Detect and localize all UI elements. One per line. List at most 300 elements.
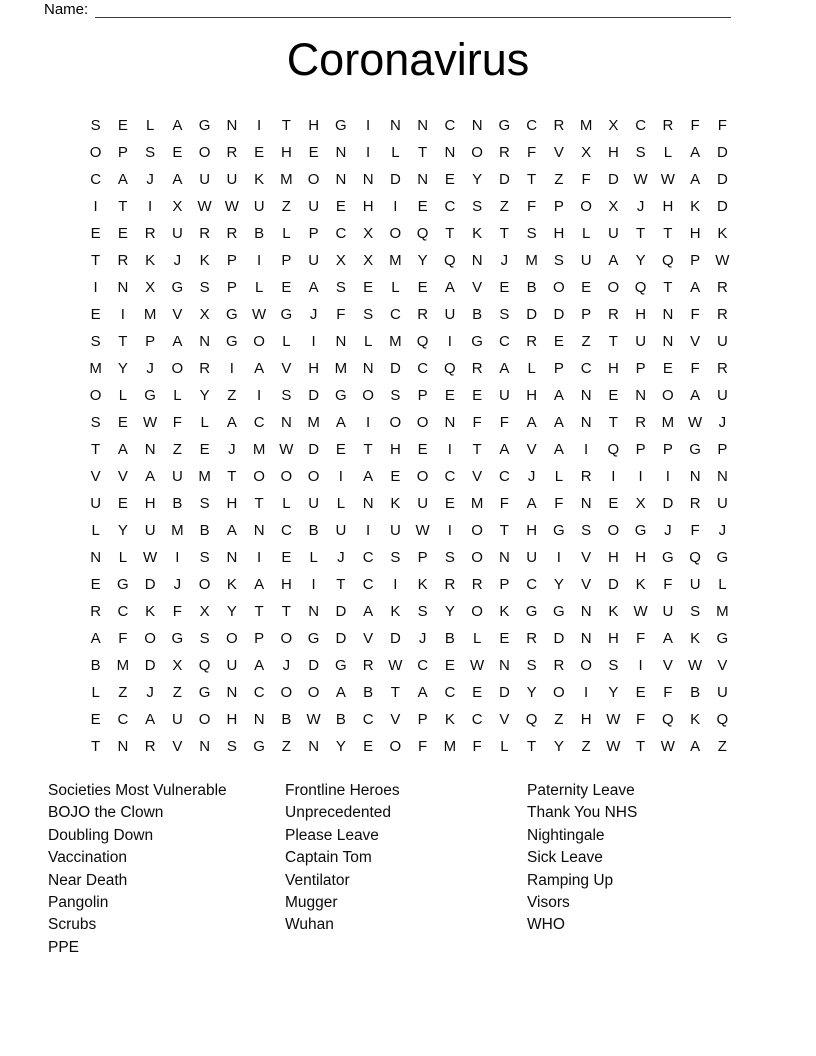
grid-letter: D <box>498 684 510 702</box>
grid-letter: F <box>472 738 482 756</box>
grid-letter: T <box>227 468 237 486</box>
grid-letter: S <box>90 414 101 432</box>
grid-letter: P <box>635 360 646 378</box>
grid-letter: G <box>226 333 238 351</box>
grid-letter: J <box>282 657 291 675</box>
grid-letter: I <box>120 306 125 324</box>
grid-letter: I <box>584 441 589 459</box>
grid-letter: K <box>145 603 156 621</box>
grid-letter: G <box>471 333 483 351</box>
word-item: Ramping Up <box>527 871 614 889</box>
grid-letter: G <box>171 630 184 648</box>
grid-letter: Y <box>526 684 537 702</box>
grid-letter: R <box>144 738 156 756</box>
grid-letter: I <box>611 468 616 486</box>
grid-letter: E <box>254 144 265 162</box>
grid-letter: E <box>363 279 374 297</box>
grid-letter: I <box>665 468 670 486</box>
grid-letter: K <box>717 225 728 243</box>
word-list-column-1 <box>48 780 227 959</box>
grid-letter: L <box>118 549 128 567</box>
grid-letter: T <box>472 441 482 459</box>
grid-letter: I <box>257 387 262 405</box>
grid-letter: N <box>226 549 238 567</box>
grid-letter: W <box>279 441 294 459</box>
grid-letter: C <box>444 468 456 486</box>
grid-letter: H <box>226 495 238 513</box>
grid-letter: Q <box>198 657 211 675</box>
grid-letter: F <box>663 576 673 594</box>
grid-letter: U <box>308 198 320 216</box>
grid-letter: Q <box>444 360 456 378</box>
grid-letter: U <box>144 522 156 540</box>
grid-letter: F <box>554 495 564 513</box>
grid-letter: L <box>309 549 318 567</box>
grid-letter: O <box>198 144 211 162</box>
grid-letter: N <box>471 117 483 134</box>
grid-letter: M <box>171 522 184 540</box>
grid-letter: S <box>363 306 374 324</box>
grid-letter: D <box>553 630 565 648</box>
grid-letter: Z <box>227 387 237 405</box>
grid-letter: I <box>638 657 643 675</box>
grid-letter: M <box>89 360 102 378</box>
grid-letter: G <box>553 522 565 540</box>
grid-letter: L <box>118 387 128 405</box>
grid-letter: G <box>307 630 320 648</box>
grid-letter: M <box>198 468 211 486</box>
grid-letter: E <box>608 387 619 405</box>
grid-letter: V <box>581 576 592 594</box>
word-item: Please Leave <box>285 826 379 844</box>
grid-letter: N <box>199 333 211 351</box>
grid-letter: A <box>90 630 101 648</box>
word-item: Visors <box>527 894 570 912</box>
grid-letter: U <box>226 657 238 675</box>
grid-letter: S <box>581 522 592 540</box>
grid-letter: G <box>226 306 238 324</box>
grid-letter: T <box>608 414 618 432</box>
grid-letter: D <box>389 360 401 378</box>
grid-letter: F <box>336 306 346 324</box>
grid-letter: S <box>90 117 101 134</box>
grid-letter: T <box>91 738 101 756</box>
grid-letter: K <box>690 630 701 648</box>
grid-letter: B <box>199 522 210 540</box>
word-item: Ventilator <box>285 871 350 889</box>
grid-letter: R <box>90 603 102 621</box>
grid-letter: S <box>526 225 537 243</box>
grid-letter: O <box>471 144 483 162</box>
grid-letter: Y <box>226 603 237 621</box>
grid-letter: G <box>716 630 729 648</box>
grid-letter: U <box>635 333 647 351</box>
grid-letter: Q <box>416 225 429 243</box>
grid-letter: T <box>608 333 618 351</box>
grid-letter: G <box>662 549 674 567</box>
grid-letter: W <box>688 657 703 675</box>
grid-letter: Y <box>472 171 483 189</box>
grid-letter: X <box>172 657 183 675</box>
grid-letter: C <box>417 360 429 378</box>
grid-letter: M <box>661 414 675 432</box>
grid-letter: M <box>389 252 402 270</box>
grid-letter: W <box>606 711 621 729</box>
grid-letter: W <box>660 171 675 189</box>
grid-letter: T <box>336 576 346 594</box>
grid-letter: L <box>173 387 182 405</box>
grid-letter: P <box>226 279 237 297</box>
grid-letter: Y <box>199 387 210 405</box>
grid-letter: E <box>335 441 346 459</box>
grid-letter: A <box>226 414 237 432</box>
grid-letter: E <box>172 144 183 162</box>
grid-letter: A <box>553 387 564 405</box>
grid-letter: C <box>253 684 265 702</box>
grid-letter: T <box>118 198 128 216</box>
grid-letter: N <box>389 117 401 134</box>
grid-letter: U <box>335 522 347 540</box>
grid-letter: A <box>690 144 701 162</box>
grid-letter: H <box>635 306 647 324</box>
grid-letter: O <box>89 144 102 162</box>
grid-letter: J <box>500 252 509 270</box>
grid-letter: N <box>635 387 647 405</box>
grid-letter: A <box>172 117 183 134</box>
grid-letter: P <box>581 306 592 324</box>
grid-letter: H <box>607 360 619 378</box>
grid-letter: D <box>389 630 401 648</box>
grid-letter: E <box>117 414 128 432</box>
grid-letter: E <box>117 225 128 243</box>
grid-letter: O <box>362 387 374 405</box>
grid-letter: E <box>553 333 564 351</box>
grid-letter: V <box>390 711 401 729</box>
grid-letter: U <box>308 252 320 270</box>
grid-letter: E <box>499 630 510 648</box>
grid-letter: C <box>444 117 456 134</box>
grid-letter: D <box>335 630 347 648</box>
grid-letter: C <box>253 414 265 432</box>
grid-letter: U <box>308 495 320 513</box>
grid-letter: O <box>416 468 429 486</box>
grid-letter: D <box>716 171 728 189</box>
grid-letter: D <box>144 657 156 675</box>
grid-letter: E <box>90 306 101 324</box>
grid-letter: E <box>417 198 428 216</box>
grid-letter: L <box>91 684 100 702</box>
grid-letter: T <box>363 441 373 459</box>
grid-letter: U <box>199 171 211 189</box>
grid-letter: C <box>362 711 374 729</box>
grid-letter: R <box>716 360 728 378</box>
grid-letter: U <box>444 306 456 324</box>
grid-letter: V <box>281 360 292 378</box>
grid-letter: G <box>198 684 211 702</box>
grid-letter: O <box>253 333 265 351</box>
grid-letter: E <box>308 144 319 162</box>
grid-letter: C <box>389 306 401 324</box>
grid-letter: Z <box>554 711 564 729</box>
grid-letter: L <box>391 279 400 297</box>
grid-letter: D <box>389 171 401 189</box>
grid-letter: M <box>525 252 538 270</box>
grid-letter: Z <box>118 684 128 702</box>
grid-letter: H <box>662 198 674 216</box>
grid-letter: Y <box>417 252 428 270</box>
grid-letter: E <box>90 576 101 594</box>
grid-letter: E <box>608 495 619 513</box>
grid-letter: C <box>117 603 129 621</box>
grid-letter: O <box>389 414 402 432</box>
grid-letter: H <box>635 549 647 567</box>
grid-letter: O <box>307 171 320 189</box>
grid-letter: K <box>690 711 701 729</box>
grid-letter: B <box>335 711 346 729</box>
grid-letter: S <box>635 144 646 162</box>
grid-letter: W <box>224 198 239 216</box>
grid-letter: N <box>253 522 265 540</box>
grid-letter: U <box>580 252 592 270</box>
grid-letter: E <box>417 441 428 459</box>
grid-letter: X <box>608 117 619 134</box>
grid-letter: O <box>389 738 402 756</box>
grid-letter: X <box>199 306 210 324</box>
word-item: Wuhan <box>285 916 334 934</box>
grid-letter: U <box>716 333 728 351</box>
grid-letter: Y <box>635 252 646 270</box>
word-item: Paternity Leave <box>527 782 635 799</box>
grid-letter: C <box>635 117 647 134</box>
grid-letter: Z <box>281 738 291 756</box>
grid-letter: I <box>584 684 589 702</box>
grid-letter: D <box>553 306 565 324</box>
grid-letter: H <box>526 387 538 405</box>
grid-letter: X <box>145 279 156 297</box>
grid-letter: R <box>226 144 238 162</box>
grid-letter: N <box>226 684 238 702</box>
grid-letter: U <box>171 225 183 243</box>
grid-letter: L <box>663 144 673 162</box>
grid-letter: U <box>689 576 701 594</box>
grid-letter: T <box>118 333 128 351</box>
grid-letter: A <box>308 279 319 297</box>
grid-letter: H <box>226 711 238 729</box>
grid-letter: N <box>417 171 429 189</box>
grid-letter: X <box>335 252 346 270</box>
grid-letter: L <box>500 738 509 756</box>
grid-letter: I <box>447 522 452 540</box>
grid-letter: N <box>335 333 347 351</box>
grid-letter: S <box>499 306 510 324</box>
grid-letter: A <box>172 333 183 351</box>
grid-letter: T <box>499 225 509 243</box>
grid-letter: H <box>389 441 401 459</box>
grid-letter: D <box>498 171 510 189</box>
grid-letter: O <box>144 630 156 648</box>
grid-letter: G <box>553 603 565 621</box>
grid-letter: Z <box>499 198 509 216</box>
grid-letter: E <box>444 657 455 675</box>
grid-letter: W <box>660 738 675 756</box>
grid-letter: V <box>662 657 673 675</box>
grid-letter: P <box>662 441 673 459</box>
grid-letter: R <box>199 360 211 378</box>
grid-letter: T <box>418 144 428 162</box>
grid-letter: N <box>308 738 320 756</box>
grid-letter: T <box>663 279 673 297</box>
grid-letter: M <box>307 414 320 432</box>
grid-letter: U <box>526 549 538 567</box>
grid-letter: K <box>444 711 455 729</box>
grid-letter: J <box>636 198 645 216</box>
grid-letter: O <box>307 684 320 702</box>
grid-letter: S <box>281 387 292 405</box>
grid-letter: F <box>581 171 591 189</box>
grid-letter: L <box>254 279 264 297</box>
grid-letter: U <box>716 684 728 702</box>
grid-letter: M <box>143 306 157 324</box>
grid-letter: N <box>662 333 674 351</box>
grid-letter: S <box>226 738 237 756</box>
grid-letter: A <box>335 684 346 702</box>
grid-letter: P <box>690 252 701 270</box>
grid-letter: N <box>471 252 483 270</box>
grid-letter: F <box>717 117 727 134</box>
grid-letter: T <box>281 117 291 134</box>
grid-letter: F <box>418 738 428 756</box>
grid-letter: A <box>254 576 265 594</box>
grid-letter: H <box>580 711 592 729</box>
grid-letter: C <box>444 684 456 702</box>
grid-letter: E <box>335 198 346 216</box>
grid-letter: N <box>362 360 374 378</box>
grid-letter: N <box>498 549 510 567</box>
grid-letter: R <box>635 414 647 432</box>
word-item: Mugger <box>285 894 338 912</box>
grid-letter: Y <box>553 738 564 756</box>
grid-letter: Q <box>716 711 729 729</box>
grid-letter: G <box>716 549 729 567</box>
grid-letter: S <box>444 549 455 567</box>
grid-letter: U <box>171 711 183 729</box>
grid-letter: Z <box>581 333 591 351</box>
grid-letter: A <box>553 441 564 459</box>
grid-letter: R <box>716 306 728 324</box>
grid-letter: C <box>471 711 483 729</box>
grid-letter: P <box>145 333 156 351</box>
grid-letter: M <box>389 333 402 351</box>
grid-letter: V <box>117 468 128 486</box>
grid-letter: R <box>580 468 592 486</box>
grid-letter: I <box>366 144 371 162</box>
grid-letter: U <box>607 225 619 243</box>
grid-letter: F <box>172 603 182 621</box>
grid-letter: O <box>307 468 320 486</box>
grid-letter: N <box>716 468 728 486</box>
grid-letter: O <box>553 684 565 702</box>
grid-letter: R <box>526 630 538 648</box>
grid-letter: A <box>254 657 265 675</box>
grid-letter: X <box>172 198 183 216</box>
grid-letter: Q <box>444 252 456 270</box>
grid-letter: N <box>144 441 156 459</box>
grid-letter: J <box>146 684 154 702</box>
grid-letter: W <box>252 306 267 324</box>
grid-letter: D <box>526 306 538 324</box>
grid-letter: E <box>90 711 101 729</box>
grid-letter: N <box>417 117 429 134</box>
grid-letter: A <box>526 495 537 513</box>
grid-letter: E <box>281 549 292 567</box>
grid-letter: T <box>527 171 537 189</box>
grid-letter: R <box>226 225 238 243</box>
grid-letter: W <box>633 603 648 621</box>
grid-letter: J <box>527 468 536 486</box>
grid-letter: G <box>117 576 129 594</box>
grid-letter: E <box>662 360 673 378</box>
grid-letter: F <box>690 360 700 378</box>
grid-letter: O <box>471 549 483 567</box>
grid-letter: P <box>117 144 128 162</box>
grid-letter: A <box>690 387 701 405</box>
grid-letter: F <box>636 711 646 729</box>
grid-letter: R <box>199 225 211 243</box>
grid-letter: E <box>635 684 646 702</box>
grid-letter: F <box>663 684 673 702</box>
grid-letter: C <box>580 360 592 378</box>
grid-letter: V <box>717 657 728 675</box>
grid-letter: T <box>636 738 646 756</box>
grid-letter: R <box>553 657 565 675</box>
grid-letter: T <box>499 522 509 540</box>
grid-letter: C <box>90 171 102 189</box>
grid-letter: F <box>690 522 700 540</box>
grid-letter: B <box>472 306 483 324</box>
grid-letter: I <box>366 117 371 134</box>
grid-letter: I <box>311 333 316 351</box>
grid-letter: N <box>90 549 102 567</box>
grid-letter: S <box>417 603 428 621</box>
word-item: PPE <box>48 938 80 956</box>
grid-letter: L <box>282 333 291 351</box>
grid-letter: X <box>608 198 619 216</box>
grid-letter: M <box>443 738 457 756</box>
grid-letter: Y <box>117 522 128 540</box>
grid-letter: J <box>173 576 182 594</box>
grid-letter: T <box>390 684 400 702</box>
grid-letter: O <box>607 279 620 297</box>
grid-letter: A <box>526 414 537 432</box>
grid-letter: U <box>90 495 102 513</box>
grid-letter: Q <box>689 549 701 567</box>
grid-letter: G <box>634 522 647 540</box>
word-item: Pangolin <box>48 894 109 912</box>
grid-letter: N <box>362 171 374 189</box>
grid-letter: H <box>362 198 374 216</box>
grid-letter: E <box>281 279 292 297</box>
word-item: Sick Leave <box>527 849 603 867</box>
grid-letter: O <box>607 522 620 540</box>
grid-letter: P <box>281 252 292 270</box>
grid-letter: N <box>280 414 292 432</box>
grid-letter: A <box>145 711 156 729</box>
grid-letter: R <box>144 225 156 243</box>
word-item: Scrubs <box>48 916 97 934</box>
grid-letter: F <box>472 414 482 432</box>
grid-letter: B <box>690 684 701 702</box>
grid-letter: W <box>415 522 430 540</box>
